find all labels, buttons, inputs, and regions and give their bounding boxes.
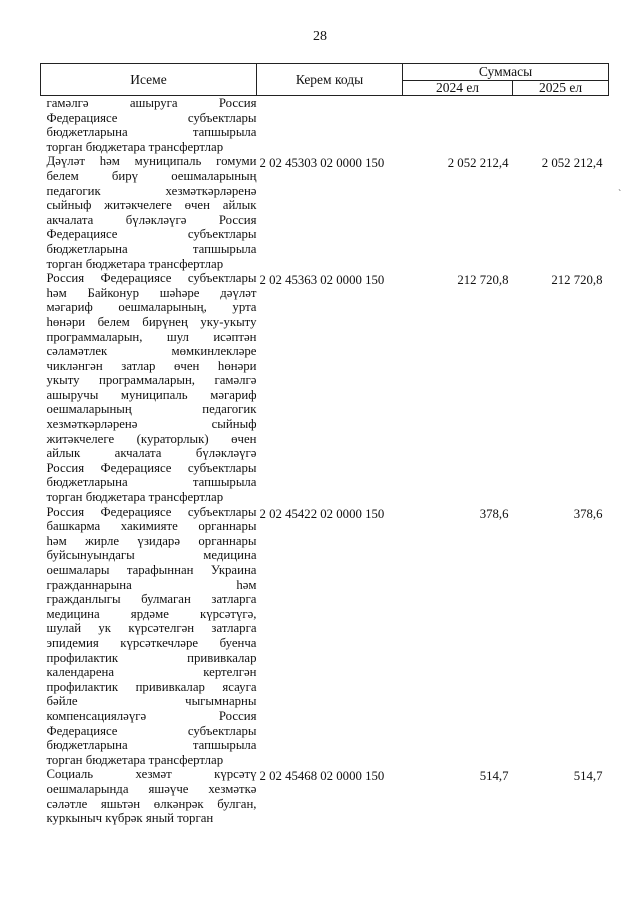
name-line: педагогик хезмәткәрләренә xyxy=(46,183,257,198)
name-line: хезмәткәрләренә сыйныф xyxy=(46,417,257,432)
row-value-2024: 378,6 xyxy=(479,506,509,521)
name-line: медицина ярдәме күрсәтүгә, xyxy=(46,606,257,621)
name-line: торган бюджетара трансфертлар xyxy=(46,752,224,767)
name-line: мәгариф оешмаларының, урта xyxy=(46,300,257,315)
name-line: оешмаларында яшәүче хезмәткә xyxy=(46,781,257,796)
header-year-2024: 2024 ел xyxy=(403,81,513,96)
table-row xyxy=(41,96,609,155)
name-line: һөнәри белем бирүнең уку-укыту xyxy=(46,314,257,329)
name-line: бюджетларына тапшырыла xyxy=(46,241,257,256)
header-code: Керем коды xyxy=(257,64,403,96)
table-row xyxy=(41,271,609,505)
table-row xyxy=(41,154,609,271)
name-line: куркыныч күбрәк яный торган xyxy=(46,811,214,826)
row-name xyxy=(41,767,257,825)
name-line: гражданнарына һәм xyxy=(46,577,257,592)
name-line: бәйле чыгымнарны xyxy=(46,694,257,709)
row-value-2025: 2 052 212,4 xyxy=(541,156,603,171)
name-line: сыйныф житәкчелеге өчен айлык xyxy=(46,198,257,213)
name-line: ашыручы муниципаль мәгариф xyxy=(46,387,257,402)
row-value-2024 xyxy=(403,96,513,155)
row-code: 2 02 45363 02 0000 150 xyxy=(259,273,385,288)
row-value-2024: 2 052 212,4 xyxy=(447,156,509,171)
name-line: Социаль хезмәт күрсәтү xyxy=(46,767,257,782)
row-name xyxy=(41,271,257,505)
name-line: торган бюджетара трансфертлар xyxy=(46,139,224,154)
name-line: компенсацияләүгә Россия xyxy=(46,708,257,723)
name-line: укыту программаларын, гамәлгә xyxy=(46,373,257,388)
name-line: һәм жирле үзидарә органнары xyxy=(46,533,257,548)
row-name xyxy=(41,154,257,271)
row-value-2025: 514,7 xyxy=(573,769,603,784)
row-code: 2 02 45468 02 0000 150 xyxy=(259,769,385,784)
name-line: гражданлыгы булмаган затларга xyxy=(46,592,257,607)
header-year-2025: 2025 ел xyxy=(513,81,609,96)
name-line: башкарма хакимияте органнары xyxy=(46,519,257,534)
name-line: чикләнгән затлар өчен һөнәри xyxy=(46,358,257,373)
name-line: профилактик прививкалар ясауга xyxy=(46,679,257,694)
budget-table xyxy=(40,63,609,826)
name-line: Федерациясе субъектлары xyxy=(46,723,257,738)
name-line: шулай ук күрсәтелгән затларга xyxy=(46,621,257,636)
name-line: Россия Федерациясе субъектлары xyxy=(46,460,257,475)
name-line: торган бюджетара трансфертлар xyxy=(46,256,224,271)
name-line: акчалата бүләкләүгә Россия xyxy=(46,212,257,227)
name-line: оешмалары тарафыннан Украина xyxy=(46,563,257,577)
name-line: Федерациясе субъектлары xyxy=(46,110,257,125)
row-value-2025: 378,6 xyxy=(573,506,603,521)
name-line: оешмаларының педагогик xyxy=(46,402,257,417)
name-line: профилактик прививкалар xyxy=(46,650,257,665)
row-value-2025: 212 720,8 xyxy=(551,273,603,288)
name-line: сәләтле яшьтән өлкәнрәк булган, xyxy=(46,796,257,811)
row-value-2025 xyxy=(513,96,609,155)
page-number: 28 xyxy=(313,29,327,44)
row-code xyxy=(257,96,403,155)
table-row xyxy=(41,505,609,768)
name-line: Федерациясе субъектлары xyxy=(46,227,257,242)
name-line: бюджетларына тапшырыла xyxy=(46,125,257,140)
row-code: 2 02 45422 02 0000 150 xyxy=(259,506,385,521)
name-line: буйсынуындагы медицина xyxy=(46,548,257,563)
name-line: эпидемия күрсәткечләре буенча xyxy=(46,635,257,650)
name-line: Россия Федерациясе субъектлары xyxy=(46,271,257,286)
name-line: бюджетларына тапшырыла xyxy=(46,475,257,490)
row-value-2024: 212 720,8 xyxy=(457,273,509,288)
name-line: гамәлгә ашыруга Россия xyxy=(46,96,257,110)
name-line: программаларын, шул исәптән xyxy=(46,329,257,344)
name-line: житәкчелеге (кураторлык) өчен xyxy=(46,431,257,446)
name-line: Россия Федерациясе субъектлары xyxy=(46,504,257,519)
row-code: 2 02 45303 02 0000 150 xyxy=(259,156,385,171)
name-line: һәм Байконур шәһәре дәүләт xyxy=(46,285,257,300)
name-line: белем бирү оешмаларының xyxy=(46,168,257,183)
row-value-2024: 514,7 xyxy=(479,769,509,784)
header-amount: Суммасы xyxy=(403,64,609,81)
name-line: Дәүләт һәм муниципаль гомуми xyxy=(46,154,257,169)
scan-mark: ` xyxy=(618,189,622,200)
name-line: бюджетларына тапшырыла xyxy=(46,738,257,753)
name-line: айлык акчалата бүләкләүгә xyxy=(46,446,257,461)
row-name xyxy=(41,505,257,768)
row-name xyxy=(41,96,257,155)
name-line: сәламәтлек мөмкинлекләре xyxy=(46,344,257,359)
name-line: календарена кертелгән xyxy=(46,665,257,680)
name-line: торган бюджетара трансфертлар xyxy=(46,490,224,505)
table-row xyxy=(41,767,609,825)
header-name: Исеме xyxy=(41,64,257,96)
